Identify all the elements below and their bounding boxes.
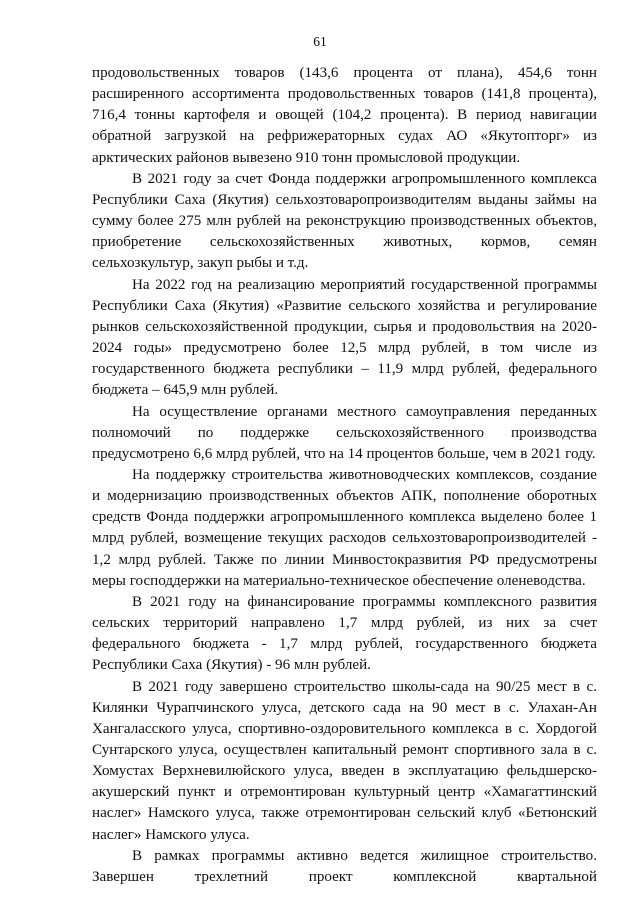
paragraph-3: На 2022 год на реализацию мероприятий государственной программы Республики Саха (Якутия) «Развитие сельского хозяйства и регулирование рынков сельскохозяйственной продукции, сырья и продовольствия на 2020-2024 годы» предусмотрено более 12,5 млрд рублей, в том числе из государственного бюджета республики – 11,9 млрд рублей, федерального бюджета – 645,9 млн рублей.	[92, 276, 597, 399]
paragraph-5: На поддержку строительства животноводческих комплексов, создание и модернизацию производственных объектов АПК, пополнение оборотных средств Фонда поддержки агропромышленного комплекса выделено более 1 млрд рублей, возмещение текущих расходов сельхозтоваропроизводителей - 1,2 млрд рублей. Также по линии Минвостокразвития РФ предусмотрены меры господдержки на материально-техническое обеспечение оленеводства.	[92, 466, 597, 589]
paragraph-2: В 2021 году за счет Фонда поддержки агропромышленного комплекса Республики Саха (Якутия) сельхозтоваропроизводителям выданы займы на сумму более 275 млн рублей на реконструкцию производственных объектов, приобретение сельскохозяйственных животных, кормов, семян сельхозкультур, закуп рыбы и т.д.	[92, 170, 597, 272]
page-number: 61	[313, 34, 327, 49]
paragraph-6: В 2021 году на финансирование программы комплексного развития сельских территорий направлено 1,7 млрд рублей, из них за счет федерального бюджета - 1,7 млрд рублей, государственного бюджета Республики Саха (Якутия) - 96 млн рублей.	[92, 593, 597, 674]
document-body	[92, 63, 597, 888]
paragraph-7: В 2021 году завершено строительство школы-сада на 90/25 мест в с. Килянки Чурапчинского улуса, детского сада на 90 мест в с. Улахан-Ан Хангаласского улуса, спортивно-оздоровительного комплекса в с. Хордогой Сунтарского улуса, осуществлен капитальный ремонт спортивного зала в с. Хомустах Верхневилюйского улуса, введен в эксплуатацию фельдшерско-акушерский пункт и отремонтирован культурный центр «Хамагаттинский наслег» Намского улуса, также отремонтирован сельский клуб «Бетюнский наслег» Намского улуса.	[92, 678, 597, 843]
paragraph-4: На осуществление органами местного самоуправления переданных полномочий по поддержке сельскохозяйственного производства предусмотрено 6,6 млрд рублей, что на 14 процентов больше, чем в 2021 году.	[92, 403, 597, 462]
paragraph-8: В рамках программы активно ведется жилищное строительство. Завершен трехлетний проект комплексной квартальной	[92, 847, 597, 885]
paragraph-1: продовольственных товаров (143,6 процента от плана), 454,6 тонн расширенного ассортимента продовольственных товаров (141,8 процента), 716,4 тонны картофеля и овощей (104,2 процента). В период навигации обратной загрузкой на рефрижераторных судах АО «Якутопторг» из арктических районов вывезено 910 тонн промысловой продукции.	[92, 65, 597, 166]
